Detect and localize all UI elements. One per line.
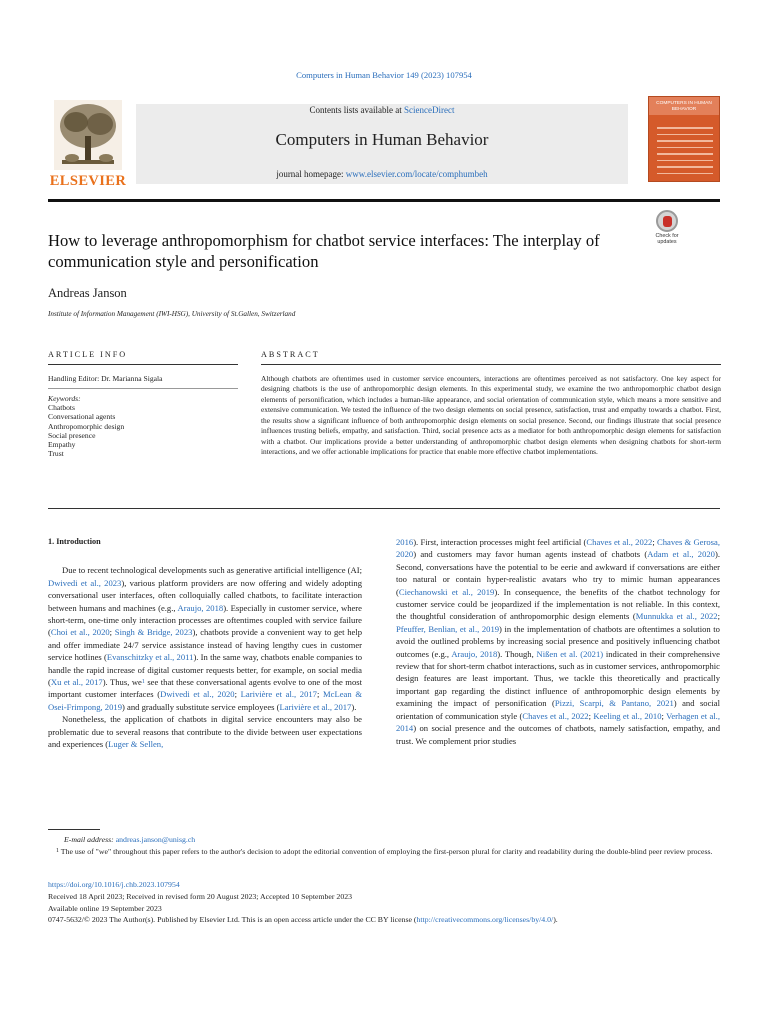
keyword[interactable]: Conversational agents	[48, 412, 116, 422]
journal-masthead	[48, 96, 720, 192]
left-column	[48, 536, 362, 751]
sciencedirect-link[interactable]: ScienceDirect	[404, 105, 455, 115]
elsevier-tree-icon	[54, 100, 122, 170]
journal-homepage-link[interactable]: www.elsevier.com/locate/comphumbeh	[345, 169, 488, 179]
info-divider	[48, 388, 238, 389]
abstract-text: Although chatbots are oftentimes used in customer service encounters, interactions are oftentimes perceived as not satisfactory. One key aspect for designing chatbots is the use of anthropomorphic design elements. In this experimental study, we examine the two anthropomorphic chatbot design elements of personification, which includes a human-like appearance, and social orientation of communication style, which means a more sensitive and extensive communication. We tested the influence of the two design elements on social presence, satisfaction, trust and empathy towards a chatbot. First, the results show a significant influence of both anthropomorphic design elements on social presence. Second, our findings illustrate that social presence influences trusting beliefs, empathy, and satisfaction. Third, social presence acts as a mediator for both anthropomorphic design elements for satisfaction with a chatbot. Our implications provide a better understanding of anthropomorphic chatbot design elements when designing chatbots for short-term interactions, and we offer actionable implications for practice that enable more effective chatbot implementations.	[261, 374, 721, 457]
abstract-heading: ABSTRACT	[261, 350, 320, 359]
citation-link[interactable]: Adam et al., 2020	[647, 549, 715, 560]
citation-link[interactable]: Larivière et al., 2017	[279, 701, 352, 712]
check-updates-label: Check for updates	[655, 233, 679, 245]
footnote-1: $^1$ The use of "we" throughout this paper refers to the author's decision to adopt the editorial convention of employing the first-person plural for clarity and readability during the double-blind peer review process.	[56, 846, 713, 856]
citation-link[interactable]: Pfeuffer, Benlian, et al., 2019	[396, 623, 500, 634]
handling-editor: Handling Editor: Dr. Marianna Sigala	[48, 374, 163, 383]
intro-paragraph-2: Nonetheless, the application of chatbots in digital service encounters may also be problematic due to several reasons that contribute to the divide between user expectations and experiences (Luger & Sellen,	[48, 714, 362, 750]
keyword[interactable]: Trust	[48, 449, 64, 459]
available-online: Available online 19 September 2023	[48, 903, 162, 913]
footnote-number: 1	[56, 847, 59, 854]
citation-link[interactable]: Dwivedi et al., 2020	[160, 689, 235, 700]
citation-link[interactable]: Verhagen et al., 2014	[396, 710, 720, 734]
intro-paragraph-1: Due to recent technological developments such as generative artificial intelligence (AI; Dwivedi et al., 2023), various platform providers are now offering and widely adopting conversational user interfaces, often colloquially called chatbots, to facilitate interaction between humans and machines (e.g., Araujo, 2018). Especially in customer service, where short-term, one-time only interaction processes are oftentimes coupled with service failure (Choi et al., 2020; Singh & Bridge, 2023), chatbots provide a convenient way to get help and offer immediate 24/7 service assistance instead of having lengthy cues in customer service hotlines (Evanschitzky et al., 2011). In the same way, chatbots enable companies to handle the rapid increase of digital customer requests better, for example, on social media (Xu et al., 2017). Thus, $we^1$ see that these conversational agents evolve to one of the most important customer interfaces (Dwivedi et al., 2020; Larivière et al., 2017; McLean & Osei-Frimpong, 2019) and gradually substitute service employees (Larivière et al., 2017).	[48, 565, 362, 712]
contents-line	[136, 105, 628, 115]
citation-link[interactable]: Evanschitzky et al., 2011	[106, 652, 194, 663]
cover-title: COMPUTERS IN HUMAN BEHAVIOR	[656, 101, 712, 112]
keyword[interactable]: Anthropomorphic design	[48, 421, 125, 431]
citation-link[interactable]: Xu et al., 2017	[50, 677, 103, 688]
author-email-link[interactable]: andreas.janson@unisg.ch	[115, 835, 196, 844]
masthead-divider	[48, 199, 720, 202]
abstract-rule	[261, 364, 721, 365]
elsevier-wordmark: ELSEVIER	[49, 173, 127, 189]
citation-link[interactable]: Araujo, 2018	[177, 602, 224, 613]
citation-link[interactable]: Araujo, 2018	[451, 648, 498, 659]
article-info-rule	[48, 364, 238, 365]
footnotes	[48, 834, 720, 857]
citation-link[interactable]: Ciechanowski et al., 2019	[398, 586, 495, 597]
citation-link[interactable]: Singh & Bridge, 2023	[114, 627, 193, 638]
intro-paragraph-continued: 2016). First, interaction processes might feel artificial (Chaves et al., 2022; Chaves & Gerosa, 2020) and customers may favor human agents instead of chatbots (Adam et al., 2020). Second, conversations have the potential to be eerie and awkward if conversations are either too natural or contain hyper-realistic avatars who try to mimic human appearances (Ciechanowski et al., 2019). In consequence, the benefits of the chatbot technology for customer service could be jeopardized if the implementation is not reliable. In this context, the thoughtful consideration of anthropomorphic design elements (Munnukka et al., 2022; Pfeuffer, Benlian, et al., 2019) in the implementation of chatbots are oftentimes a solution to avoid the outlined problems by increasing social presence and positively influencing chatbot outcomes (e.g., Araujo, 2018). Though, Nißen et al. (2021) indicated in their comprehensive review that for short-term chatbot interactions, such as in customer services, anthropomorphic design features are least important. Thus, we tackle this theoretically and practically important gap regarding the distinct influence of anthropomorphic design elements by examining the impact of personification (Pizzi, Scarpi, & Pantano, 2021) and social orientation of communication style (Chaves et al., 2022; Keeling et al., 2010; Verhagen et al., 2014) on social presence and the outcomes of chatbots, namely satisfaction, empathy, and trust. We complement prior studies	[396, 537, 720, 746]
author-name: Andreas Janson	[48, 286, 127, 300]
citation-link[interactable]: Luger & Sellen,	[108, 739, 164, 750]
masthead-center-panel	[136, 104, 628, 184]
homepage-line	[136, 169, 628, 179]
author-affiliation: Institute of Information Management (IWI-HSG), University of St.Gallen, Switzerland	[48, 310, 296, 318]
citation-link[interactable]: Nißen et al. (2021)	[536, 648, 604, 659]
citation-link[interactable]: Chaves & Gerosa, 2020	[396, 537, 720, 560]
keyword[interactable]: Empathy	[48, 440, 76, 450]
citation-link[interactable]: McLean & Osei-Frimpong, 2019	[48, 689, 362, 712]
journal-reference-link[interactable]: Computers in Human Behavior 149 (2023) 107954	[296, 70, 472, 80]
keywords-label: Keywords:	[48, 394, 81, 403]
keyword[interactable]: Social presence	[48, 430, 96, 440]
abstract-bottom-rule	[48, 508, 720, 509]
citation-link[interactable]: Choi et al., 2020	[50, 627, 110, 638]
citation-link[interactable]: Chaves et al., 2022	[586, 537, 653, 547]
journal-title: Computers in Human Behavior	[275, 130, 489, 149]
keyword[interactable]: Chatbots	[48, 403, 76, 413]
right-column	[396, 536, 720, 747]
footnote-rule	[48, 829, 100, 830]
citation-link[interactable]: 2016	[396, 537, 414, 547]
article-title: How to leverage anthropomorphism for chatbot service interfaces: The interplay of communication style and personification	[48, 231, 600, 271]
article-info-heading: ARTICLE INFO	[48, 350, 128, 359]
license-link[interactable]: http://creativecommons.org/licenses/by/4.0/	[416, 915, 554, 925]
citation-link[interactable]: Dwivedi et al., 2023	[48, 577, 122, 588]
check-updates-icon	[656, 210, 678, 232]
citation-link[interactable]: Chaves et al., 2022	[522, 710, 589, 721]
citation-link[interactable]: Keeling et al., 2010	[593, 710, 662, 721]
contents-prefix: Contents lists available at	[309, 105, 404, 115]
license-line: 0747-5632/© 2023 The Author(s). Published by Elsevier Ltd. This is an open access article under the CC BY license (http://creativecommons.org/licenses/by/4.0/).	[48, 915, 558, 925]
keywords-block	[48, 394, 238, 458]
introduction-heading: 1. Introduction	[48, 537, 101, 546]
article-metadata	[48, 879, 728, 926]
footnote-marker[interactable]: 1	[141, 679, 145, 686]
doi-link[interactable]: https://doi.org/10.1016/j.chb.2023.107954	[48, 880, 180, 889]
check-for-updates-button[interactable]	[648, 210, 686, 248]
citation-link[interactable]: Larivière et al., 2017	[240, 689, 317, 700]
journal-cover-image	[648, 96, 720, 182]
citation-link[interactable]: Munnukka et al., 2022	[635, 611, 718, 622]
citation-link[interactable]: Pizzi, Scarpi, & Pantano, 2021	[554, 698, 674, 709]
email-line: E-mail address: andreas.janson@unisg.ch	[64, 835, 196, 844]
homepage-prefix: journal homepage:	[276, 169, 346, 179]
received-dates: Received 18 April 2023; Received in revised form 20 August 2023; Accepted 10 September 2023	[48, 891, 353, 901]
elsevier-logo	[48, 100, 128, 190]
